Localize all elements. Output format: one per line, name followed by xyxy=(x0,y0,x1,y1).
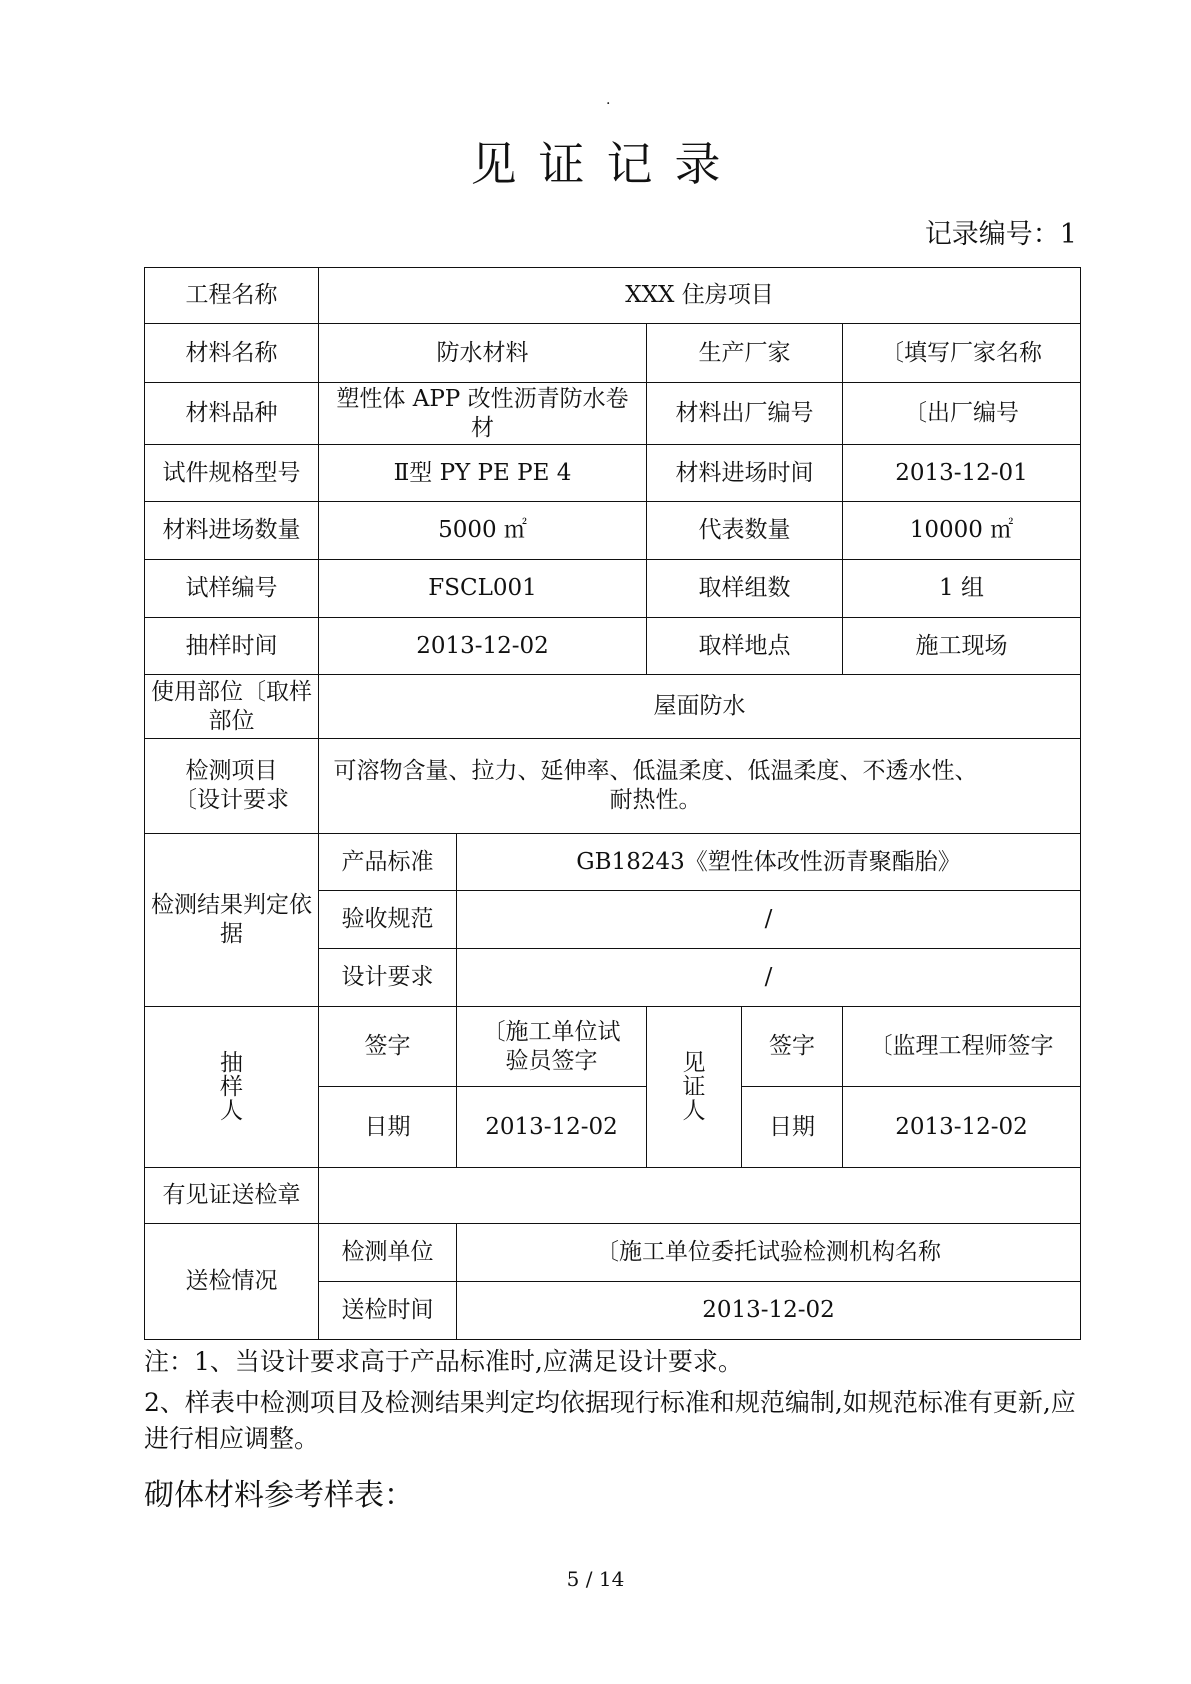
note-2: 2、样表中检测项目及检测结果判定均依据现行标准和规范编制,如规范标准有更新,应进行相应调整。 xyxy=(144,1388,1076,1453)
entry-time-label: 材料进场时间 xyxy=(647,445,843,502)
basis-label: 检测结果判定依据 xyxy=(145,834,319,1007)
witness-sign-label: 签字 xyxy=(742,1007,843,1087)
groups-value: 1 组 xyxy=(843,560,1081,618)
table-row xyxy=(145,324,1081,383)
entry-time-value: 2013-12-01 xyxy=(843,445,1081,502)
sampler-sign-label: 签字 xyxy=(319,1007,457,1087)
stamp-label: 有见证送检章 xyxy=(145,1168,319,1224)
entry-qty-label: 材料进场数量 xyxy=(145,502,319,560)
items-label: 检测项目〔设计要求 xyxy=(145,739,319,834)
record-number: 记录编号：1 xyxy=(924,219,1077,250)
entry-qty-value: 5000 ㎡ xyxy=(319,502,647,560)
sampler-sign-value: 〔施工单位试验员签字 xyxy=(457,1007,647,1087)
header-dot: . xyxy=(606,92,611,108)
manufacturer-label: 生产厂家 xyxy=(647,324,843,383)
note-1: 注：1、当设计要求高于产品标准时,应满足设计要求。 xyxy=(144,1347,743,1376)
sampling-time-value: 2013-12-02 xyxy=(319,618,647,675)
witness-label: 见证人 xyxy=(647,1007,742,1168)
table-row xyxy=(145,268,1081,324)
witness-sign-value: 〔监理工程师签字 xyxy=(843,1007,1081,1087)
table-row xyxy=(145,675,1081,739)
table-row xyxy=(145,445,1081,502)
items-value: 可溶物含量、拉力、延伸率、低温柔度、低温柔度、不透水性、耐热性。 xyxy=(319,739,1081,834)
submit-time-value: 2013-12-02 xyxy=(457,1282,1081,1340)
spec-label: 试件规格型号 xyxy=(145,445,319,502)
table-row xyxy=(145,834,1081,891)
acceptance-label: 验收规范 xyxy=(319,891,457,949)
table-row xyxy=(145,560,1081,618)
sampler-date-label: 日期 xyxy=(319,1087,457,1168)
sampling-time-label: 抽样时间 xyxy=(145,618,319,675)
witness-date-label: 日期 xyxy=(742,1087,843,1168)
table-row xyxy=(145,1224,1081,1282)
usage-value: 屋面防水 xyxy=(319,675,1081,739)
product-std-label: 产品标准 xyxy=(319,834,457,891)
factory-no-value: 〔出厂编号 xyxy=(843,383,1081,445)
lab-label: 检测单位 xyxy=(319,1224,457,1282)
factory-no-label: 材料出厂编号 xyxy=(647,383,843,445)
witness-date-value: 2013-12-02 xyxy=(843,1087,1081,1168)
table-row xyxy=(145,618,1081,675)
rep-qty-value: 10000 ㎡ xyxy=(843,502,1081,560)
sample-no-value: FSCL001 xyxy=(319,560,647,618)
lab-value: 〔施工单位委托试验检测机构名称 xyxy=(457,1224,1081,1282)
table-row xyxy=(145,739,1081,834)
sampling-place-value: 施工现场 xyxy=(843,618,1081,675)
table-row xyxy=(145,383,1081,445)
acceptance-value: / xyxy=(457,891,1081,949)
material-type-label: 材料品种 xyxy=(145,383,319,445)
material-type-value: 塑性体 APP 改性沥青防水卷材 xyxy=(319,383,647,445)
table-row xyxy=(145,1007,1081,1087)
spec-value: Ⅱ型 PY PE PE 4 xyxy=(319,445,647,502)
submission-label: 送检情况 xyxy=(145,1224,319,1340)
sampling-place-label: 取样地点 xyxy=(647,618,843,675)
project-name-label: 工程名称 xyxy=(145,268,319,324)
product-std-value: GB18243《塑性体改性沥青聚酯胎》 xyxy=(457,834,1081,891)
sampler-label: 抽样人 xyxy=(145,1007,319,1168)
table-row xyxy=(145,502,1081,560)
project-name-value: XXX 住房项目 xyxy=(319,268,1081,324)
table-row xyxy=(145,1168,1081,1224)
sampler-date-value: 2013-12-02 xyxy=(457,1087,647,1168)
page-number: 5 / 14 xyxy=(566,1567,625,1591)
sample-table-title: 砌体材料参考样表： xyxy=(144,1478,414,1513)
manufacturer-value: 〔填写厂家名称 xyxy=(843,324,1081,383)
witness-record-table xyxy=(144,267,1081,1340)
stamp-value xyxy=(319,1168,1081,1224)
design-req-value: / xyxy=(457,949,1081,1007)
sample-no-label: 试样编号 xyxy=(145,560,319,618)
material-name-value: 防水材料 xyxy=(319,324,647,383)
design-req-label: 设计要求 xyxy=(319,949,457,1007)
usage-label: 使用部位〔取样部位 xyxy=(145,675,319,739)
groups-label: 取样组数 xyxy=(647,560,843,618)
rep-qty-label: 代表数量 xyxy=(647,502,843,560)
page-title: 见证记录 xyxy=(470,137,743,191)
submit-time-label: 送检时间 xyxy=(319,1282,457,1340)
material-name-label: 材料名称 xyxy=(145,324,319,383)
